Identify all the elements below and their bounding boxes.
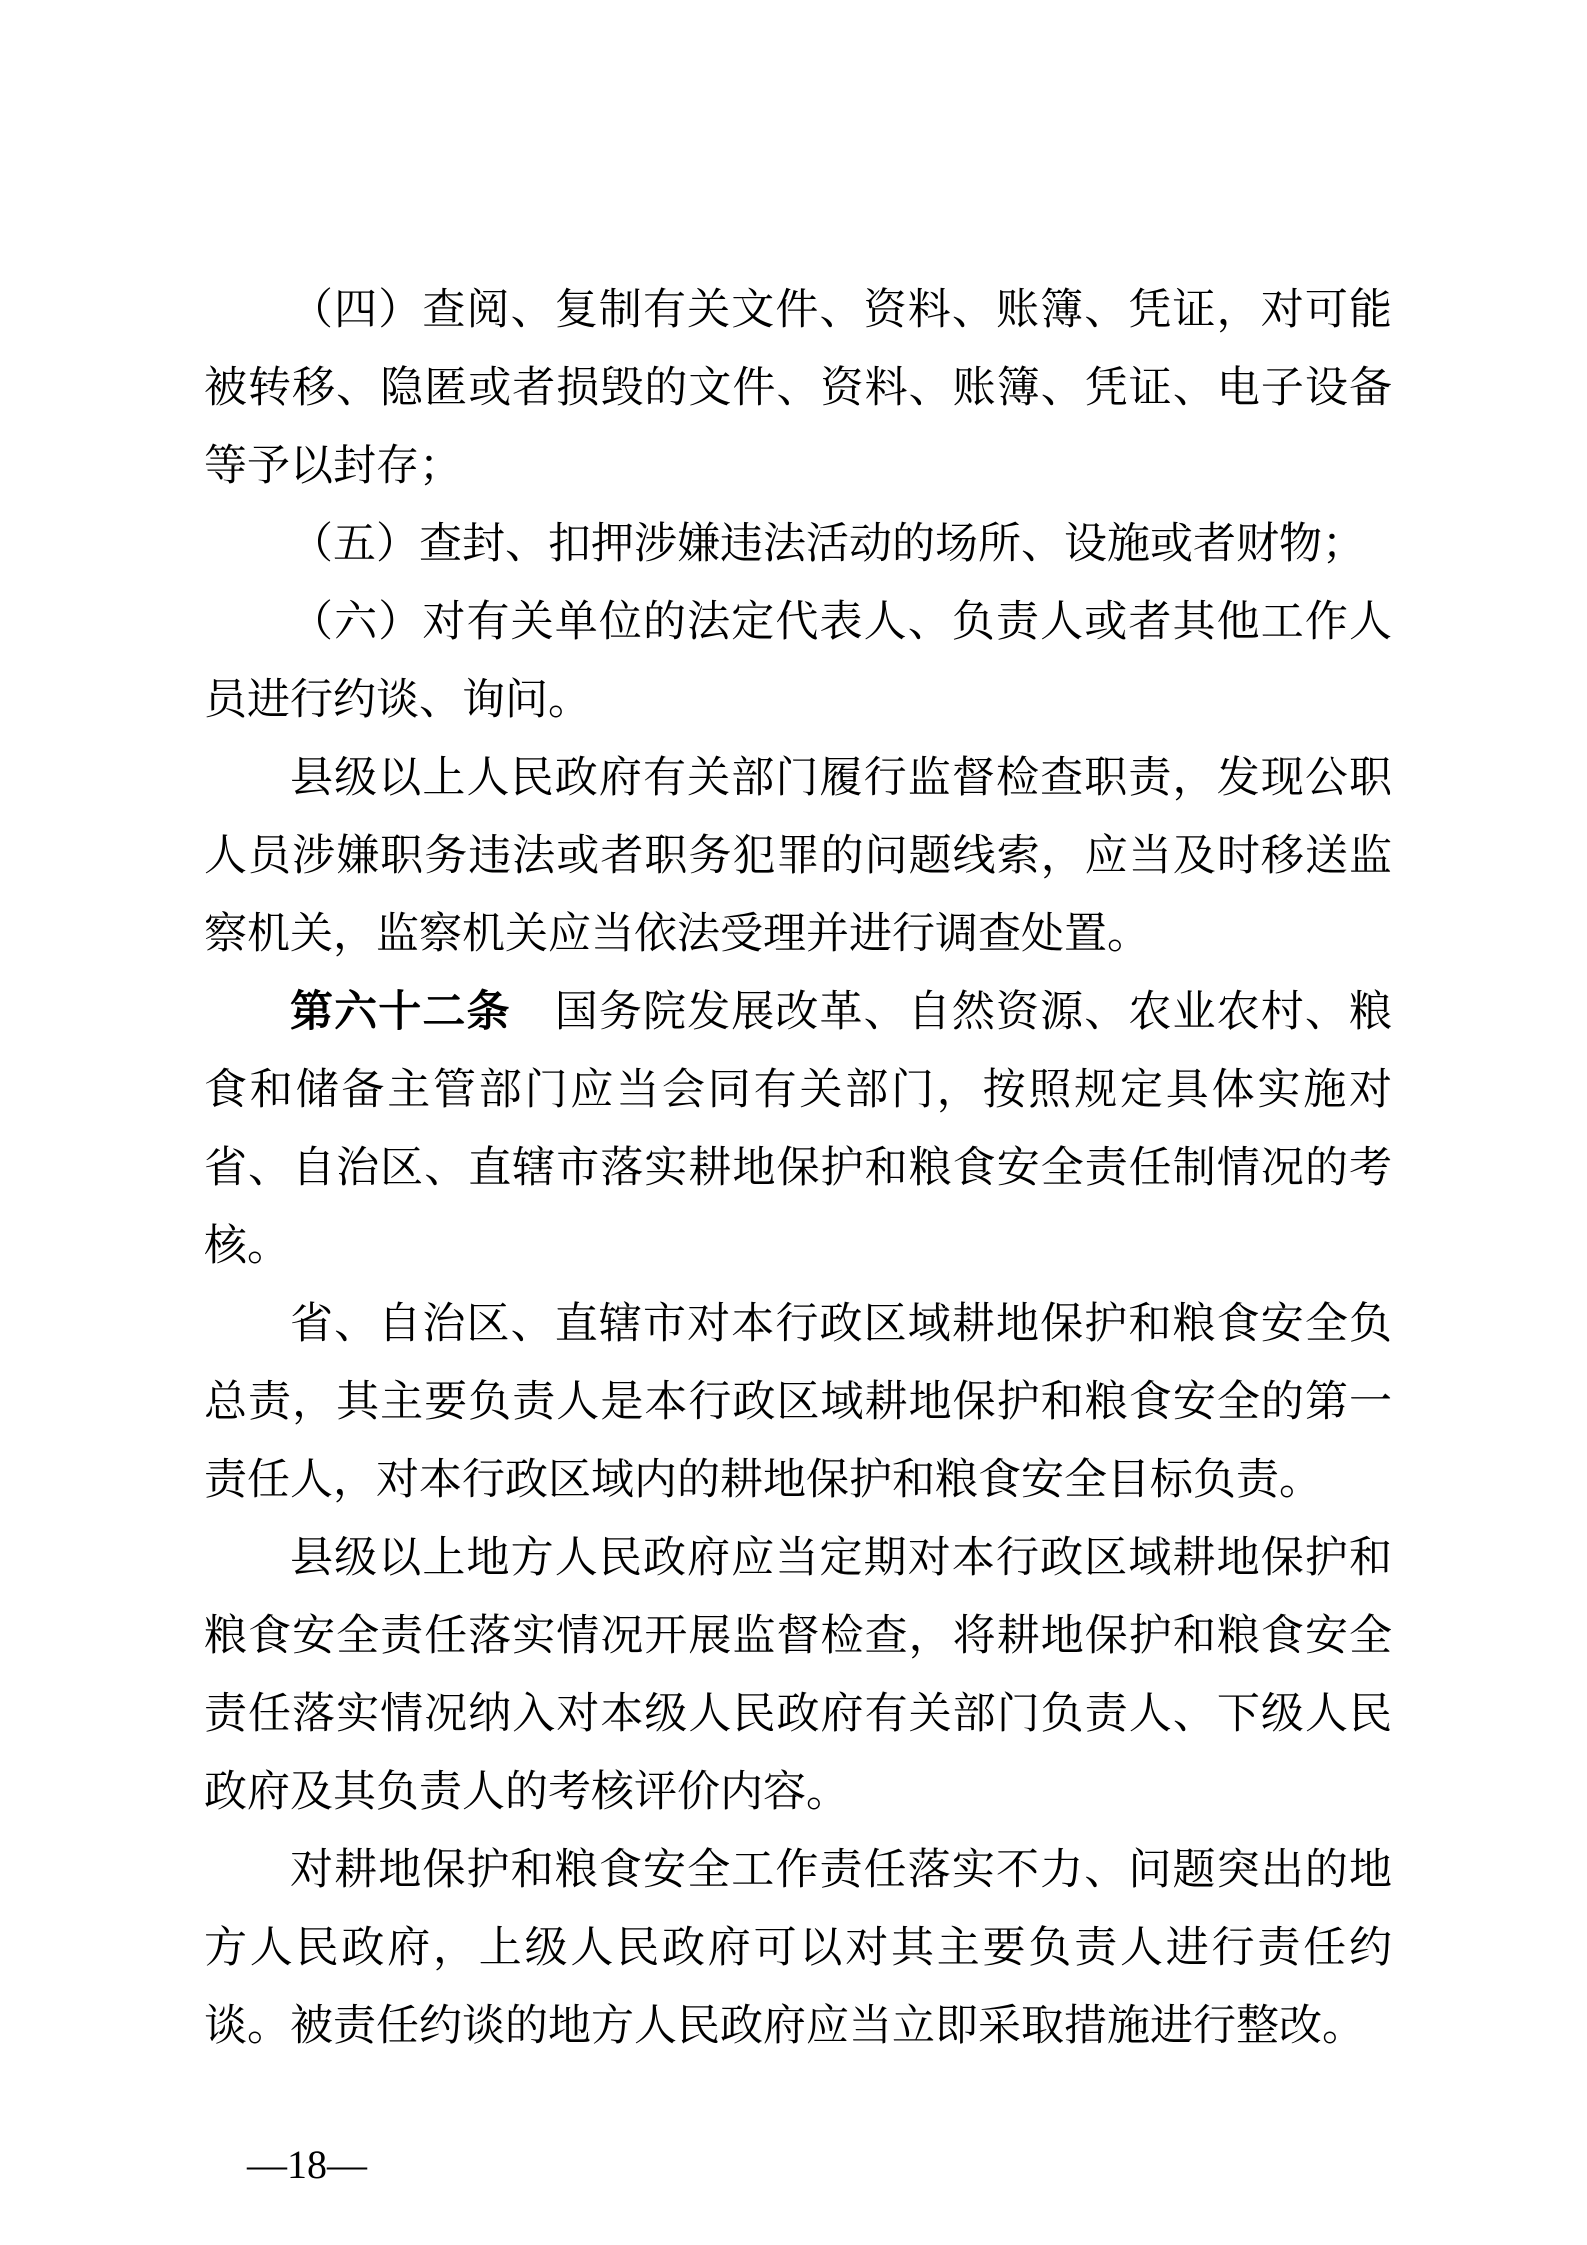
paragraph-text: （六）对有关单位的法定代表人、负责人或者其他工作人员进行约谈、询问。 — [204, 599, 1392, 724]
paragraph-text: （五）查封、扣押涉嫌违法活动的场所、设施或者财物； — [290, 521, 1365, 568]
paragraph-text: 对耕地保护和粮食安全工作责任落实不力、问题突出的地方人民政府，上级人民政府可以对其主要负责人进行责任约谈。被责任约谈的地方人民政府应当立即采取措施进行整改。 — [204, 1847, 1392, 2050]
paragraph-text: （四）查阅、复制有关文件、资料、账簿、凭证，对可能被转移、隐匿或者损毁的文件、资料、账簿、凭证、电子设备等予以封存； — [204, 287, 1392, 490]
paragraph-text: 县级以上地方人民政府应当定期对本行政区域耕地保护和粮食安全责任落实情况开展监督检查，将耕地保护和粮食安全责任落实情况纳入对本级人民政府有关部门负责人、下级人民政府及其负责人的考核评价内容。 — [204, 1535, 1392, 1816]
article-number-label: 第六十二条 — [290, 989, 511, 1036]
page-number: —18— — [247, 2142, 367, 2187]
paragraph-text: 县级以上人民政府有关部门履行监督检查职责，发现公职人员涉嫌职务违法或者职务犯罪的问题线索，应当及时移送监察机关，监察机关应当依法受理并进行调查处置。 — [204, 755, 1392, 958]
paragraph-local-government-check — [204, 1520, 1392, 1832]
paragraph-province-responsibility — [204, 1286, 1392, 1520]
paragraph-supervision — [204, 740, 1392, 974]
paragraph-clause-5 — [204, 506, 1392, 584]
paragraph-clause-4 — [204, 272, 1392, 506]
paragraph-article-62 — [204, 974, 1392, 1286]
paragraph-clause-6 — [204, 584, 1392, 740]
document-body — [204, 272, 1392, 2066]
paragraph-accountability-talk — [204, 1832, 1392, 2066]
paragraph-text: 省、自治区、直辖市对本行政区域耕地保护和粮食安全负总责，其主要负责人是本行政区域耕地保护和粮食安全的第一责任人，对本行政区域内的耕地保护和粮食安全目标负责。 — [204, 1301, 1392, 1504]
paragraph-text: 国务院发展改革、自然资源、农业农村、粮食和储备主管部门应当会同有关部门，按照规定具体实施对省、自治区、直辖市落实耕地保护和粮食安全责任制情况的考核。 — [204, 989, 1392, 1270]
